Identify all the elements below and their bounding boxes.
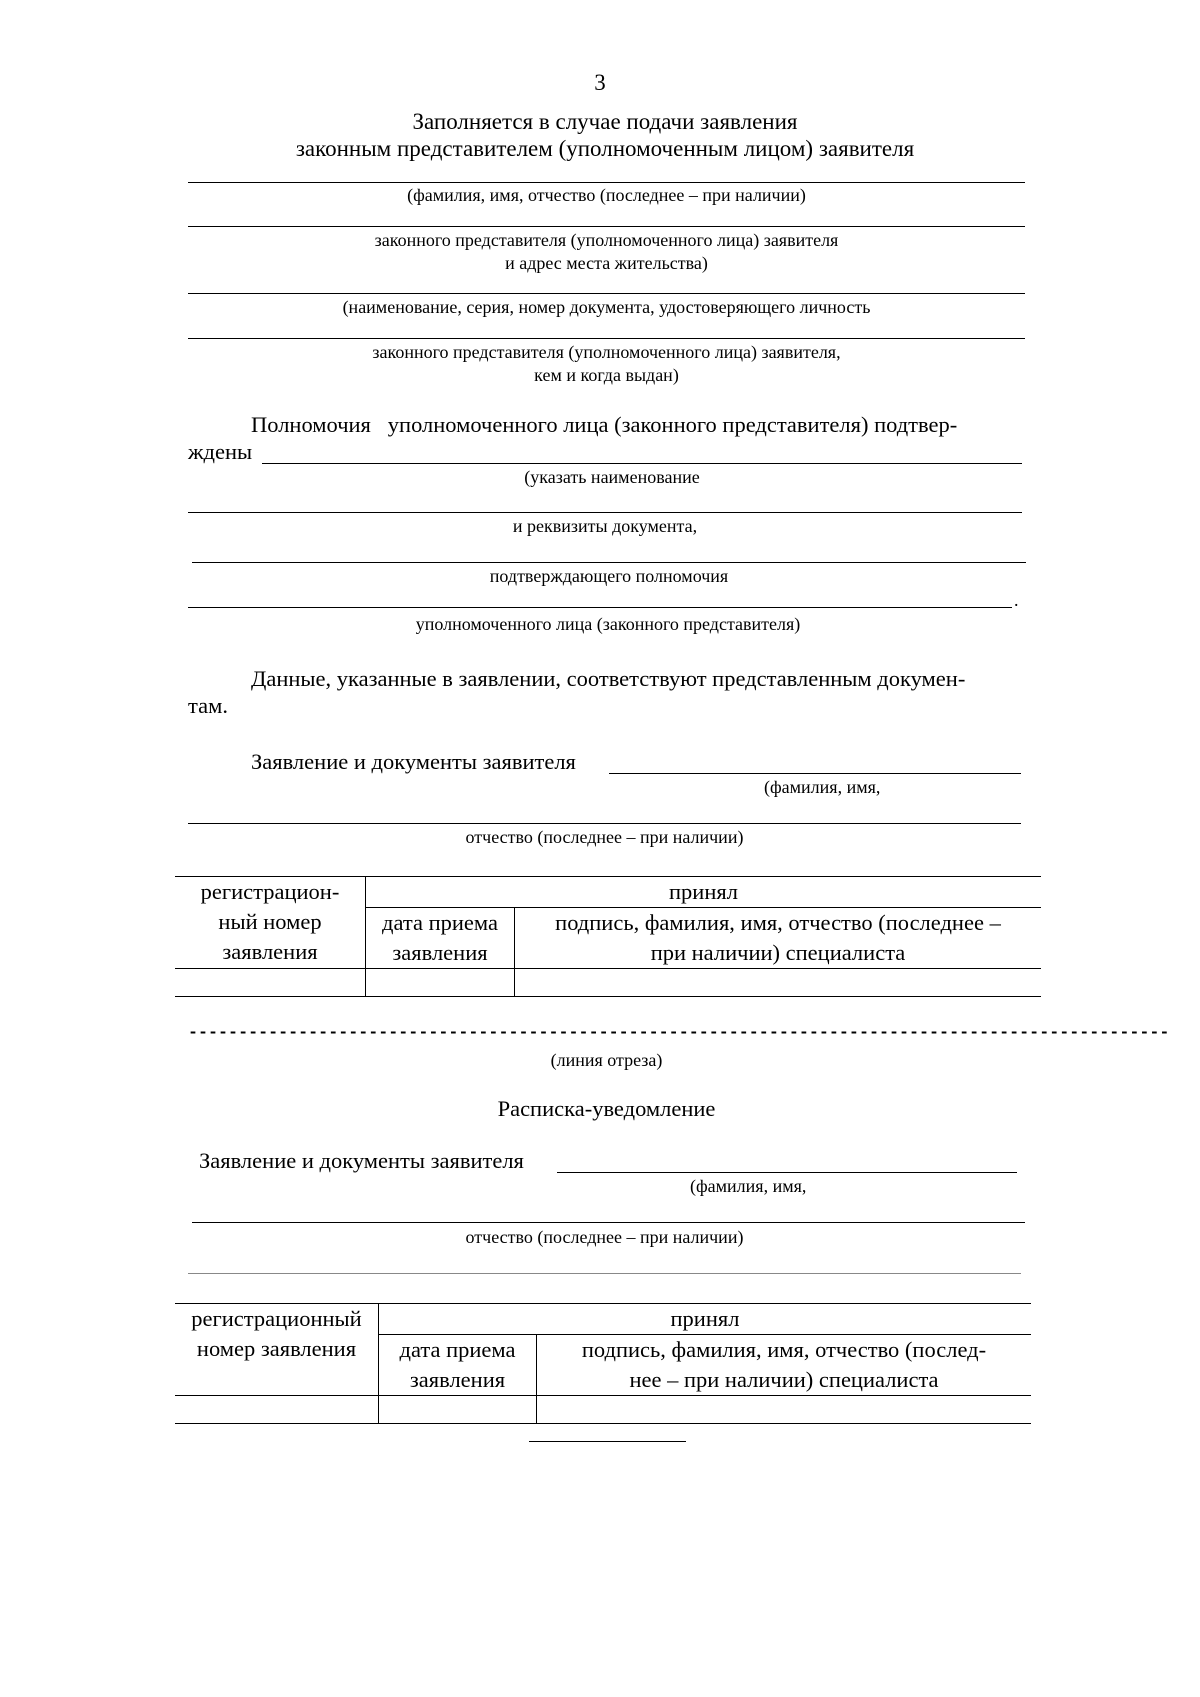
data-statement-line2: там. [188,693,228,718]
receipt-accepted-header: принял [379,1304,1032,1335]
issued-field-line[interactable] [188,338,1025,339]
receipt-reg-number-header: регистрационный номер заявления [175,1304,379,1396]
accepted-header: принял [366,877,1042,908]
powers-confirming-field-line[interactable] [192,562,1026,563]
received-name-field-line[interactable] [609,773,1021,774]
powers-document-field-line[interactable] [262,463,1022,464]
receipt-date-cell[interactable] [379,1396,537,1424]
receipt-reg-number-cell[interactable] [175,1396,379,1424]
receipt-received-label: Заявление и документы заявителя [199,1148,524,1173]
powers-requisites-field-line[interactable] [188,512,1022,513]
issued-caption-line1: законного представителя (уполномоченного лица) заявителя, [372,342,841,362]
cut-line-label: (линия отреза) [550,1050,663,1070]
data-statement-line1: Данные, указанные в заявлении, соответствуют представленным докумен- [251,666,966,691]
received-caption-1: (фамилия, имя, [764,777,881,797]
issued-caption-line2: кем и когда выдан) [534,365,679,385]
received-label: Заявление и документы заявителя [251,749,576,774]
representative-field-line[interactable] [188,226,1025,227]
powers-caption-3: подтверждающего полномочия [489,566,729,586]
closing-rule [529,1441,686,1442]
reg-number-cell[interactable] [175,969,366,997]
receipt-title: Расписка-уведомление [497,1096,716,1121]
received-caption-2: отчество (последнее – при наличии) [465,827,744,847]
fio-caption: (фамилия, имя, отчество (последнее – при наличии) [407,185,806,205]
receipt-patronymic-field-line[interactable] [192,1222,1025,1223]
representative-caption-line2: и адрес места жительства) [505,253,708,273]
date-header: дата приема заявления [366,908,515,969]
powers-person-field-line[interactable] [188,607,1012,608]
identity-document-field-line[interactable] [188,293,1025,294]
registration-table-1 [175,876,1041,997]
powers-text-line1: Полномочия уполномоченного лица (законного представителя) подтвер- [251,412,958,437]
representative-caption-line1: законного представителя (уполномоченного лица) заявителя [374,230,839,250]
powers-caption-2: и реквизиты документа, [512,516,698,536]
powers-period: . [1014,590,1019,610]
date-cell[interactable] [366,969,515,997]
powers-caption-4: уполномоченного лица (законного представителя) [415,614,801,634]
received-patronymic-field-line[interactable] [188,823,1021,824]
receipt-signature-header: подпись, фамилия, имя, отчество (послед- нее – при наличии) специалиста [581,1337,987,1392]
receipt-extra-field-line[interactable] [188,1273,1021,1274]
page-number: 3 [594,70,606,95]
identity-document-caption: (наименование, серия, номер документа, удостоверяющего личность [342,297,871,317]
receipt-caption-1: (фамилия, имя, [690,1176,807,1196]
section-title-line1: Заполняется в случае подачи заявления [412,109,798,134]
reg-number-header: регистрацион- ный номер заявления [175,877,366,969]
powers-text-line2: ждены [188,439,253,464]
receipt-name-field-line[interactable] [557,1172,1017,1173]
cut-line: -------------------------------------------------------------------------------------------------- [188,1024,1170,1043]
receipt-signature-cell[interactable] [537,1396,1032,1424]
registration-table-2 [175,1303,1031,1424]
signature-header: подпись, фамилия, имя, отчество (последнее – при наличии) специалиста [555,910,1001,965]
receipt-caption-2: отчество (последнее – при наличии) [465,1227,744,1247]
receipt-date-header: дата приема заявления [379,1335,537,1396]
powers-caption-1: (указать наименование [524,467,700,487]
signature-cell[interactable] [515,969,1042,997]
section-title-line2: законным представителем (уполномоченным лицом) заявителя [295,136,915,161]
